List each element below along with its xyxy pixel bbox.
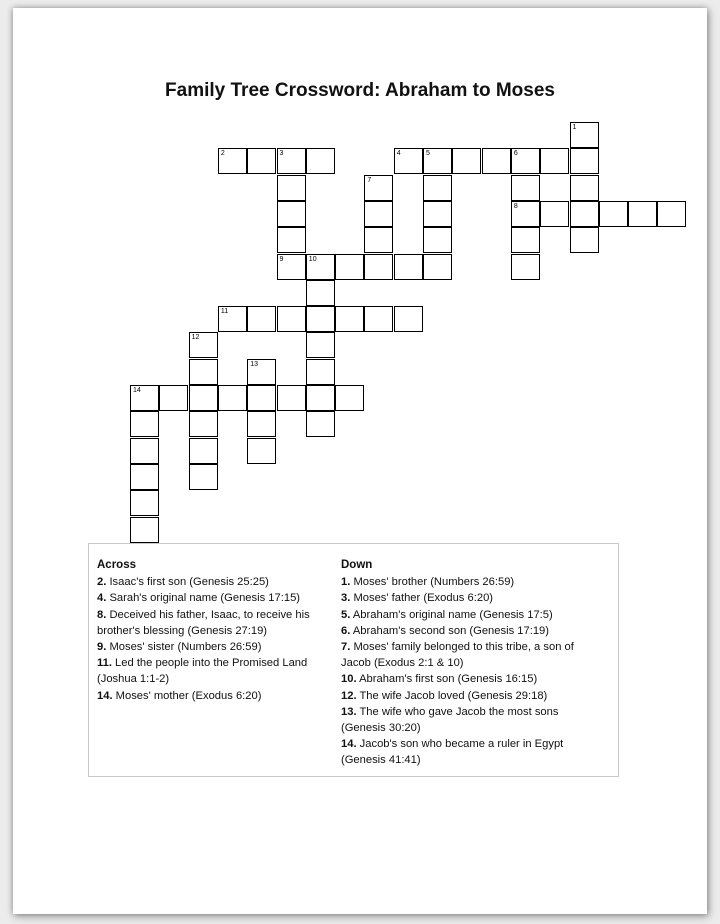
crossword-cell[interactable] (130, 464, 159, 490)
crossword-cell[interactable] (570, 175, 599, 201)
crossword-cell[interactable] (540, 201, 569, 227)
clue-number: 9 (279, 255, 284, 263)
crossword-cell[interactable] (306, 385, 335, 411)
crossword-cell[interactable] (570, 201, 599, 227)
clue-number: 13 (250, 360, 258, 368)
crossword-cell[interactable] (423, 175, 452, 201)
crossword-cell[interactable] (599, 201, 628, 227)
crossword-cell[interactable] (218, 148, 247, 174)
crossword-cell[interactable] (189, 332, 218, 358)
page-title: Family Tree Crossword: Abraham to Moses (165, 80, 555, 101)
crossword-cell[interactable] (277, 306, 306, 332)
down-heading: Down (341, 559, 373, 571)
crossword-cell[interactable] (511, 254, 540, 280)
crossword-cell[interactable] (306, 148, 335, 174)
clue-down: 6. Abraham's second son (Genesis 17:19) (341, 624, 550, 637)
clue-number: 5 (426, 150, 430, 158)
clue-across: 8. Deceived his father, Isaac, to receive his brother's blessing (Genesis 27:19) (97, 608, 310, 637)
crossword-cell[interactable] (335, 254, 364, 280)
crossword-cell[interactable] (247, 411, 276, 437)
clue-number: 14 (133, 387, 141, 394)
clue-number: 12 (191, 334, 200, 342)
crossword-cell[interactable] (511, 148, 540, 174)
crossword-cell[interactable] (335, 306, 364, 332)
crossword-cell[interactable] (247, 306, 276, 332)
crossword-cell[interactable] (394, 148, 423, 174)
crossword-cell[interactable] (306, 411, 335, 437)
crossword-cell[interactable] (277, 201, 306, 227)
crossword-cell[interactable] (394, 254, 423, 280)
crossword-cell[interactable] (423, 201, 452, 227)
across-clues (97, 557, 327, 704)
clue-down: 14. Jacob's son who became a ruler in Egypt (Genesis 41:41) (341, 738, 564, 767)
down-clues (341, 557, 591, 769)
clue-across: 4. Sarah's original name (Genesis 17:15) (97, 592, 301, 605)
crossword-cell[interactable] (247, 148, 276, 174)
crossword-cell[interactable] (130, 490, 159, 516)
clue-number: 4 (396, 150, 401, 158)
clue-down: 7. Moses' family belonged to this tribe, a son of Jacob (Exodus 2:1 & 10) (341, 641, 574, 670)
crossword-cell[interactable] (306, 332, 335, 358)
crossword-cell[interactable] (247, 438, 276, 464)
crossword-cell[interactable] (130, 385, 159, 411)
clue-down: 10. Abraham's first son (Genesis 16:15) (341, 673, 538, 686)
crossword-cell[interactable] (277, 385, 306, 411)
clues-box (88, 543, 619, 777)
crossword-cell[interactable] (628, 201, 657, 227)
clue-across: 2. Isaac's first son (Genesis 25:25) (97, 576, 269, 589)
crossword-cell[interactable] (189, 438, 218, 464)
crossword-cell[interactable] (570, 227, 599, 253)
crossword-cell[interactable] (130, 438, 159, 464)
crossword-cell[interactable] (277, 254, 306, 280)
clue-down: 5. Abraham's original name (Genesis 17:5) (341, 608, 553, 621)
crossword-cell[interactable] (364, 227, 393, 253)
crossword-cell[interactable] (394, 306, 423, 332)
clue-number: 6 (513, 150, 518, 158)
crossword-cell[interactable] (364, 306, 393, 332)
clue-down: 13. The wife who gave Jacob the most sons (Genesis 30:20) (341, 705, 559, 735)
clue-down: 1. Moses' brother (Numbers 26:59) (341, 576, 515, 589)
crossword-cell[interactable] (189, 411, 218, 437)
crossword-cell[interactable] (306, 280, 335, 306)
clue-number: 3 (279, 150, 284, 158)
crossword-cell[interactable] (511, 201, 540, 227)
clue-across: 14. Moses' mother (Exodus 6:20) (97, 689, 262, 702)
clue-number: 2 (220, 150, 225, 158)
crossword-cell[interactable] (130, 411, 159, 437)
crossword-cell[interactable] (423, 227, 452, 253)
crossword-cell[interactable] (423, 148, 452, 174)
crossword-cell[interactable] (570, 148, 599, 174)
clue-number: 11 (220, 308, 229, 316)
crossword-cell[interactable] (189, 359, 218, 385)
clue-number: 10 (308, 255, 317, 263)
across-heading: Across (97, 559, 136, 571)
crossword-cell[interactable] (277, 175, 306, 201)
clue-number: 7 (367, 176, 372, 184)
crossword-cell[interactable] (306, 359, 335, 385)
clue-down: 12. The wife Jacob loved (Genesis 29:18) (341, 689, 548, 702)
crossword-cell[interactable] (657, 201, 686, 227)
crossword-cell[interactable] (335, 385, 364, 411)
crossword-cell[interactable] (306, 254, 335, 280)
crossword-cell[interactable] (218, 385, 247, 411)
crossword-cell[interactable] (130, 517, 159, 543)
crossword-cell[interactable] (423, 254, 452, 280)
crossword-cell[interactable] (511, 175, 540, 201)
clue-number: 1 (572, 124, 577, 131)
worksheet-page (13, 8, 707, 914)
crossword-cell[interactable] (364, 254, 393, 280)
crossword-grid (13, 8, 707, 914)
crossword-cell[interactable] (189, 464, 218, 490)
crossword-cell[interactable] (159, 385, 188, 411)
crossword-cell[interactable] (306, 306, 335, 332)
crossword-cell[interactable] (218, 306, 247, 332)
crossword-cell[interactable] (364, 201, 393, 227)
clue-across: 11. Led the people into the Promised Land (Joshua 1:1-2) (97, 657, 308, 686)
crossword-cell[interactable] (511, 227, 540, 253)
clue-number: 8 (513, 202, 518, 210)
crossword-cell[interactable] (247, 359, 276, 385)
crossword-cell[interactable] (452, 148, 481, 174)
crossword-cell[interactable] (247, 385, 276, 411)
crossword-cell[interactable] (540, 148, 569, 174)
crossword-cell[interactable] (364, 175, 393, 201)
clue-across: 9. Moses' sister (Numbers 26:59) (97, 641, 262, 654)
clue-down: 3. Moses' father (Exodus 6:20) (341, 592, 494, 605)
crossword-cell[interactable] (277, 227, 306, 253)
crossword-cell[interactable] (189, 385, 218, 411)
crossword-cell[interactable] (482, 148, 511, 174)
crossword-cell[interactable] (277, 148, 306, 174)
crossword-cell[interactable] (570, 122, 599, 148)
